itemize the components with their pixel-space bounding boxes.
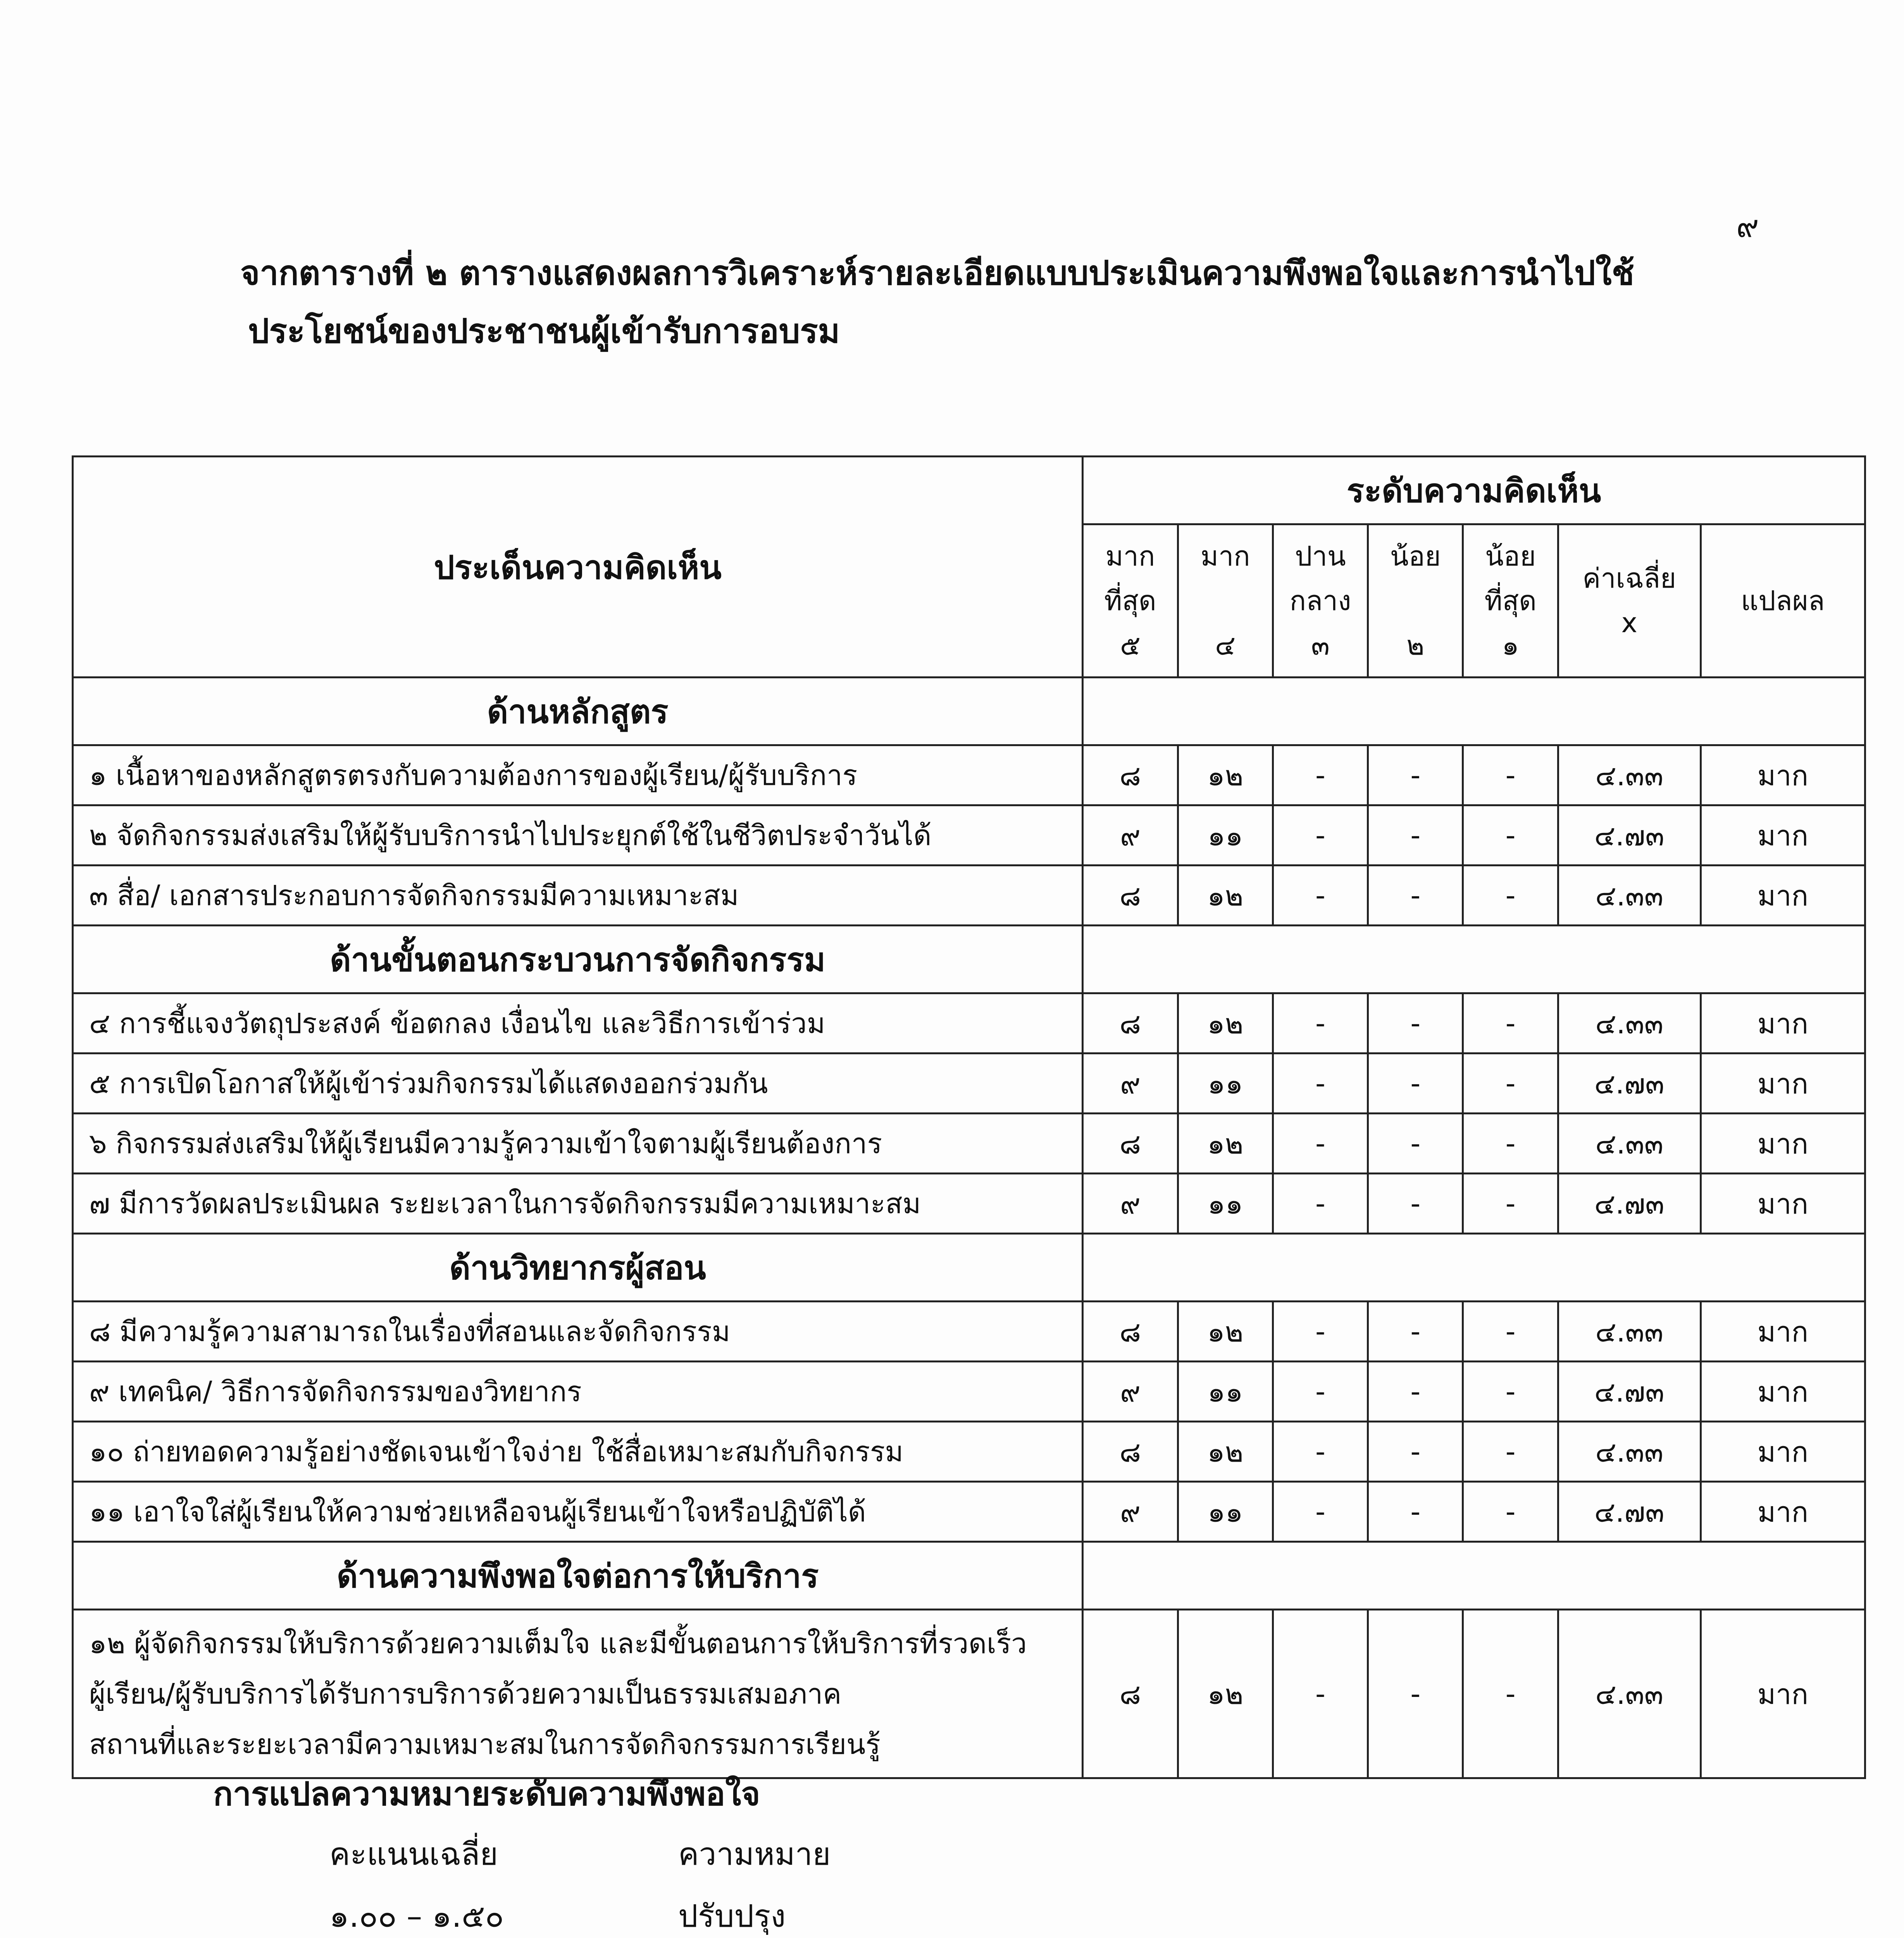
table-row	[73, 866, 1865, 926]
issue-cell: ๑ เนื้อหาของหลักสูตรตรงกับความต้องการของผู้เรียน/ผู้รับบริการ	[73, 745, 1083, 805]
table-row	[73, 1114, 1865, 1174]
count-cell-v1: -	[1463, 1362, 1558, 1422]
count-cell-v5: ๘	[1083, 745, 1178, 805]
level-header: มาก ที่สุด ๕	[1083, 524, 1178, 678]
issue-cell: ๑๑ เอาใจใส่ผู้เรียนให้ความช่วยเหลือจนผู้เรียนเข้าใจหรือปฏิบัติได้	[73, 1482, 1083, 1542]
section-title: ด้านวิทยากรผู้สอน	[73, 1234, 1083, 1302]
legend-title: การแปลความหมายระดับความพึงพอใจ	[213, 1775, 760, 1813]
average-cell: ๔.๓๓	[1558, 1114, 1701, 1174]
average-cell: ๔.๗๓	[1558, 1053, 1701, 1114]
count-cell-v2: -	[1368, 805, 1463, 866]
level-header: แปลผล	[1701, 524, 1865, 678]
section-row	[73, 678, 1865, 745]
meaning-cell: มาก	[1701, 745, 1865, 805]
legend-meaning: ปรับปรุง	[678, 1898, 786, 1934]
average-cell: ๔.๓๓	[1558, 1302, 1701, 1362]
table-row	[73, 745, 1865, 805]
count-cell-v1: -	[1463, 1422, 1558, 1482]
count-cell-v2: -	[1368, 1610, 1463, 1778]
section-row	[73, 1234, 1865, 1302]
table-row	[73, 1482, 1865, 1542]
table-row	[73, 1174, 1865, 1234]
level-header: ปาน กลาง ๓	[1273, 524, 1368, 678]
table-row	[73, 1422, 1865, 1482]
legend-col-meaning: ความหมาย	[678, 1836, 831, 1872]
average-cell: ๔.๗๓	[1558, 1482, 1701, 1542]
page-number: ๙	[1736, 208, 1759, 244]
count-cell-v5: ๘	[1083, 866, 1178, 926]
table-row	[73, 805, 1865, 866]
count-cell-v3: -	[1273, 1482, 1368, 1542]
count-cell-v4: ๑๑	[1178, 1174, 1273, 1234]
average-cell: ๔.๗๓	[1558, 805, 1701, 866]
count-cell-v5: ๙	[1083, 1174, 1178, 1234]
meaning-cell: มาก	[1701, 1114, 1865, 1174]
count-cell-v4: ๑๑	[1178, 1482, 1273, 1542]
table-row	[73, 993, 1865, 1053]
count-cell-v4: ๑๒	[1178, 993, 1273, 1053]
count-cell-v5: ๘	[1083, 1422, 1178, 1482]
count-cell-v5: ๘	[1083, 1114, 1178, 1174]
count-cell-v3: -	[1273, 1302, 1368, 1362]
count-cell-v2: -	[1368, 1053, 1463, 1114]
count-cell-v4: ๑๑	[1178, 1053, 1273, 1114]
average-cell: ๔.๓๓	[1558, 1422, 1701, 1482]
meaning-cell: มาก	[1701, 1610, 1865, 1778]
meaning-cell: มาก	[1701, 1422, 1865, 1482]
count-cell-v3: -	[1273, 1174, 1368, 1234]
meaning-cell: มาก	[1701, 1302, 1865, 1362]
table-row	[73, 1302, 1865, 1362]
average-cell: ๔.๓๓	[1558, 1610, 1701, 1778]
meaning-cell: มาก	[1701, 993, 1865, 1053]
count-cell-v5: ๙	[1083, 1482, 1178, 1542]
issue-cell: ๕ การเปิดโอกาสให้ผู้เข้าร่วมกิจกรรมได้แสดงออกร่วมกัน	[73, 1053, 1083, 1114]
count-cell-v2: -	[1368, 1482, 1463, 1542]
count-cell-v3: -	[1273, 1053, 1368, 1114]
issue-header: ประเด็นความคิดเห็น	[73, 457, 1083, 678]
count-cell-v4: ๑๒	[1178, 866, 1273, 926]
satisfaction-table	[72, 455, 1866, 1779]
count-cell-v3: -	[1273, 1362, 1368, 1422]
meaning-cell: มาก	[1701, 1362, 1865, 1422]
issue-cell: ๑๐ ถ่ายทอดความรู้อย่างชัดเจนเข้าใจง่าย ใช้สื่อเหมาะสมกับกิจกรรม	[73, 1422, 1083, 1482]
count-cell-v1: -	[1463, 1053, 1558, 1114]
count-cell-v2: -	[1368, 1422, 1463, 1482]
section-row	[73, 926, 1865, 993]
count-cell-v2: -	[1368, 1302, 1463, 1362]
count-cell-v2: -	[1368, 1362, 1463, 1422]
count-cell-v5: ๙	[1083, 1053, 1178, 1114]
count-cell-v4: ๑๒	[1178, 745, 1273, 805]
issue-cell: ๔ การชี้แจงวัตถุประสงค์ ข้อตกลง เงื่อนไข และวิธีการเข้าร่วม	[73, 993, 1083, 1053]
count-cell-v3: -	[1273, 1422, 1368, 1482]
count-cell-v4: ๑๑	[1178, 805, 1273, 866]
count-cell-v3: -	[1273, 1114, 1368, 1174]
issue-cell: ๒ จัดกิจกรรมส่งเสริมให้ผู้รับบริการนำไปประยุกต์ใช้ในชีวิตประจำวันได้	[73, 805, 1083, 866]
table-row	[73, 1362, 1865, 1422]
count-cell-v5: ๘	[1083, 993, 1178, 1053]
count-cell-v4: ๑๑	[1178, 1362, 1273, 1422]
average-cell: ๔.๗๓	[1558, 1174, 1701, 1234]
meaning-cell: มาก	[1701, 805, 1865, 866]
section-row	[73, 1542, 1865, 1610]
table-body	[73, 678, 1865, 1778]
issue-cell: ๘ มีความรู้ความสามารถในเรื่องที่สอนและจัดกิจกรรม	[73, 1302, 1083, 1362]
issue-cell: ๑๒ ผู้จัดกิจกรรมให้บริการด้วยความเต็มใจ และมีขั้นตอนการให้บริการที่รวดเร็ว ผู้เรียน/ผู้รับบริการได้รับการบริการด้วยความเป็นธรรมเสมอภาค สถานที่และระยะเวลามีความเหมาะสมในการจัดกิจกรรมการเรียนรู้	[73, 1610, 1083, 1778]
count-cell-v1: -	[1463, 1114, 1558, 1174]
meaning-cell: มาก	[1701, 866, 1865, 926]
caption-line-1: จากตารางที่ ๒ ตารางแสดงผลการวิเคราะห์รายละเอียดแบบประเมินความพึงพอใจและการนำไปใช้	[240, 254, 1635, 293]
count-cell-v4: ๑๒	[1178, 1422, 1273, 1482]
count-cell-v4: ๑๒	[1178, 1610, 1273, 1778]
count-cell-v1: -	[1463, 745, 1558, 805]
count-cell-v1: -	[1463, 1482, 1558, 1542]
section-blank	[1083, 926, 1865, 993]
count-cell-v4: ๑๒	[1178, 1114, 1273, 1174]
count-cell-v3: -	[1273, 1610, 1368, 1778]
average-cell: ๔.๗๓	[1558, 1362, 1701, 1422]
count-cell-v1: -	[1463, 1302, 1558, 1362]
meaning-cell: มาก	[1701, 1174, 1865, 1234]
level-header: น้อย ที่สุด ๑	[1463, 524, 1558, 678]
section-title: ด้านหลักสูตร	[73, 678, 1083, 745]
table-row	[73, 1053, 1865, 1114]
section-blank	[1083, 1234, 1865, 1302]
table-caption	[240, 244, 1829, 360]
count-cell-v3: -	[1273, 805, 1368, 866]
average-cell: ๔.๓๓	[1558, 866, 1701, 926]
average-cell: ๔.๓๓	[1558, 993, 1701, 1053]
count-cell-v2: -	[1368, 1114, 1463, 1174]
level-group-header: ระดับความคิดเห็น	[1083, 457, 1865, 524]
count-cell-v5: ๙	[1083, 1362, 1178, 1422]
count-cell-v2: -	[1368, 993, 1463, 1053]
issue-cell: ๗ มีการวัดผลประเมินผล ระยะเวลาในการจัดกิจกรรมมีความเหมาะสม	[73, 1174, 1083, 1234]
count-cell-v3: -	[1273, 866, 1368, 926]
count-cell-v2: -	[1368, 745, 1463, 805]
count-cell-v5: ๙	[1083, 805, 1178, 866]
count-cell-v5: ๘	[1083, 1610, 1178, 1778]
caption-line-2: ประโยชน์ของประชาชนผู้เข้ารับการอบรม	[248, 312, 840, 351]
issue-cell: ๖ กิจกรรมส่งเสริมให้ผู้เรียนมีความรู้ความเข้าใจตามผู้เรียนต้องการ	[73, 1114, 1083, 1174]
count-cell-v1: -	[1463, 1610, 1558, 1778]
table-row	[73, 1610, 1865, 1778]
count-cell-v2: -	[1368, 1174, 1463, 1234]
section-title: ด้านขั้นตอนกระบวนการจัดกิจกรรม	[73, 926, 1083, 993]
issue-cell: ๓ สื่อ/ เอกสารประกอบการจัดกิจกรรมมีความเหมาะสม	[73, 866, 1083, 926]
count-cell-v5: ๘	[1083, 1302, 1178, 1362]
legend-col-score: คะแนนเฉลี่ย	[329, 1836, 498, 1872]
average-cell: ๔.๓๓	[1558, 745, 1701, 805]
meaning-cell: มาก	[1701, 1053, 1865, 1114]
section-blank	[1083, 678, 1865, 745]
section-blank	[1083, 1542, 1865, 1610]
count-cell-v1: -	[1463, 993, 1558, 1053]
level-header: มาก ๔	[1178, 524, 1273, 678]
count-cell-v1: -	[1463, 1174, 1558, 1234]
section-title: ด้านความพึงพอใจต่อการให้บริการ	[73, 1542, 1083, 1610]
level-header: น้อย ๒	[1368, 524, 1463, 678]
count-cell-v1: -	[1463, 866, 1558, 926]
level-header: ค่าเฉลี่ย x	[1558, 524, 1701, 678]
meaning-cell: มาก	[1701, 1482, 1865, 1542]
count-cell-v3: -	[1273, 745, 1368, 805]
count-cell-v1: -	[1463, 805, 1558, 866]
count-cell-v3: -	[1273, 993, 1368, 1053]
legend-score: ๑.๐๐ – ๑.๕๐	[329, 1898, 504, 1934]
issue-cell: ๙ เทคนิค/ วิธีการจัดกิจกรรมของวิทยากร	[73, 1362, 1083, 1422]
count-cell-v2: -	[1368, 866, 1463, 926]
count-cell-v4: ๑๒	[1178, 1302, 1273, 1362]
